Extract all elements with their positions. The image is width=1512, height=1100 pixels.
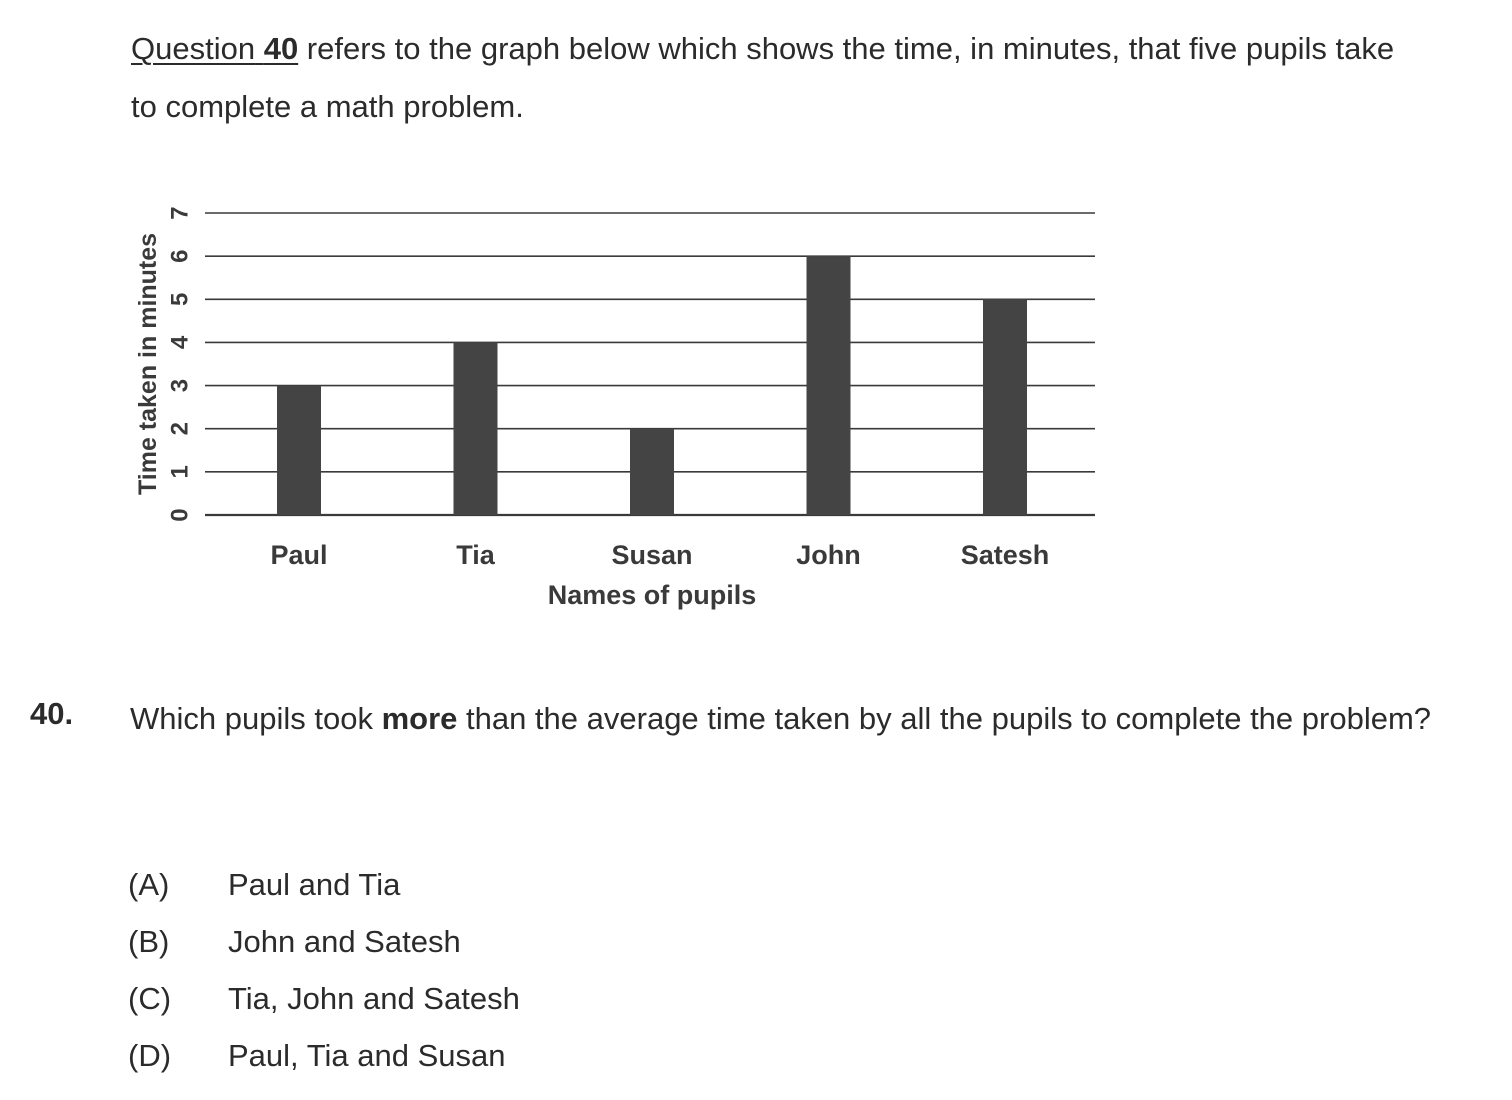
option-text: Tia, John and Satesh: [228, 981, 520, 1016]
y-tick-label: 3: [166, 378, 194, 393]
question-text-before: Which pupils took: [130, 701, 382, 736]
question-reference-word: Question: [131, 31, 256, 66]
y-tick-label: 5: [166, 292, 194, 306]
x-tick-label: Paul: [270, 540, 328, 570]
y-tick-label: 4: [166, 335, 194, 350]
question-reference: [131, 31, 298, 66]
y-tick-label: 1: [166, 465, 194, 479]
option-text: Paul and Tia: [228, 867, 401, 902]
y-tick-label: 7: [166, 206, 194, 220]
intro-text: refers to the graph below which shows the time, in minutes, that five pupils take to complete a math problem.: [131, 31, 1395, 124]
x-tick-label: Satesh: [960, 540, 1050, 570]
option-text: John and Satesh: [228, 924, 461, 959]
bar-susan: [630, 429, 674, 515]
x-tick-label: John: [796, 540, 861, 570]
bar-tia: [454, 342, 498, 515]
chart-y-axis-label: Time taken in minutes: [134, 232, 162, 496]
option-letter: (D): [128, 1038, 172, 1073]
question-number: 40.: [30, 696, 74, 731]
question-text: [130, 690, 1470, 747]
question-text-after: than the average time taken by all the pupils to complete the problem?: [457, 701, 1432, 736]
bar-chart: [120, 190, 1120, 620]
answer-options: [128, 856, 520, 1084]
y-tick-label: 0: [166, 508, 194, 522]
y-tick-label: 6: [166, 249, 194, 263]
option-text: Paul, Tia and Susan: [228, 1038, 506, 1073]
x-tick-label: Tia: [456, 540, 495, 570]
answer-option-c[interactable]: [128, 970, 520, 1027]
bar-paul: [277, 386, 321, 515]
answer-option-d[interactable]: [128, 1027, 520, 1084]
bar-satesh: [983, 299, 1027, 515]
bar-john: [807, 256, 851, 515]
x-tick-label: Susan: [611, 540, 693, 570]
chart-x-tick-labels: [270, 540, 1049, 570]
y-tick-label: 2: [166, 422, 194, 436]
chart-x-axis-label: Names of pupils: [547, 580, 757, 610]
intro-paragraph: [131, 20, 1421, 136]
chart-y-tick-labels: [167, 206, 194, 521]
option-letter: (A): [128, 867, 170, 902]
option-letter: (B): [128, 924, 170, 959]
question-text-emphasis: more: [381, 701, 458, 736]
question-reference-number: 40: [263, 31, 299, 66]
answer-option-a[interactable]: [128, 856, 520, 913]
option-letter: (C): [128, 981, 172, 1016]
answer-option-b[interactable]: [128, 913, 520, 970]
